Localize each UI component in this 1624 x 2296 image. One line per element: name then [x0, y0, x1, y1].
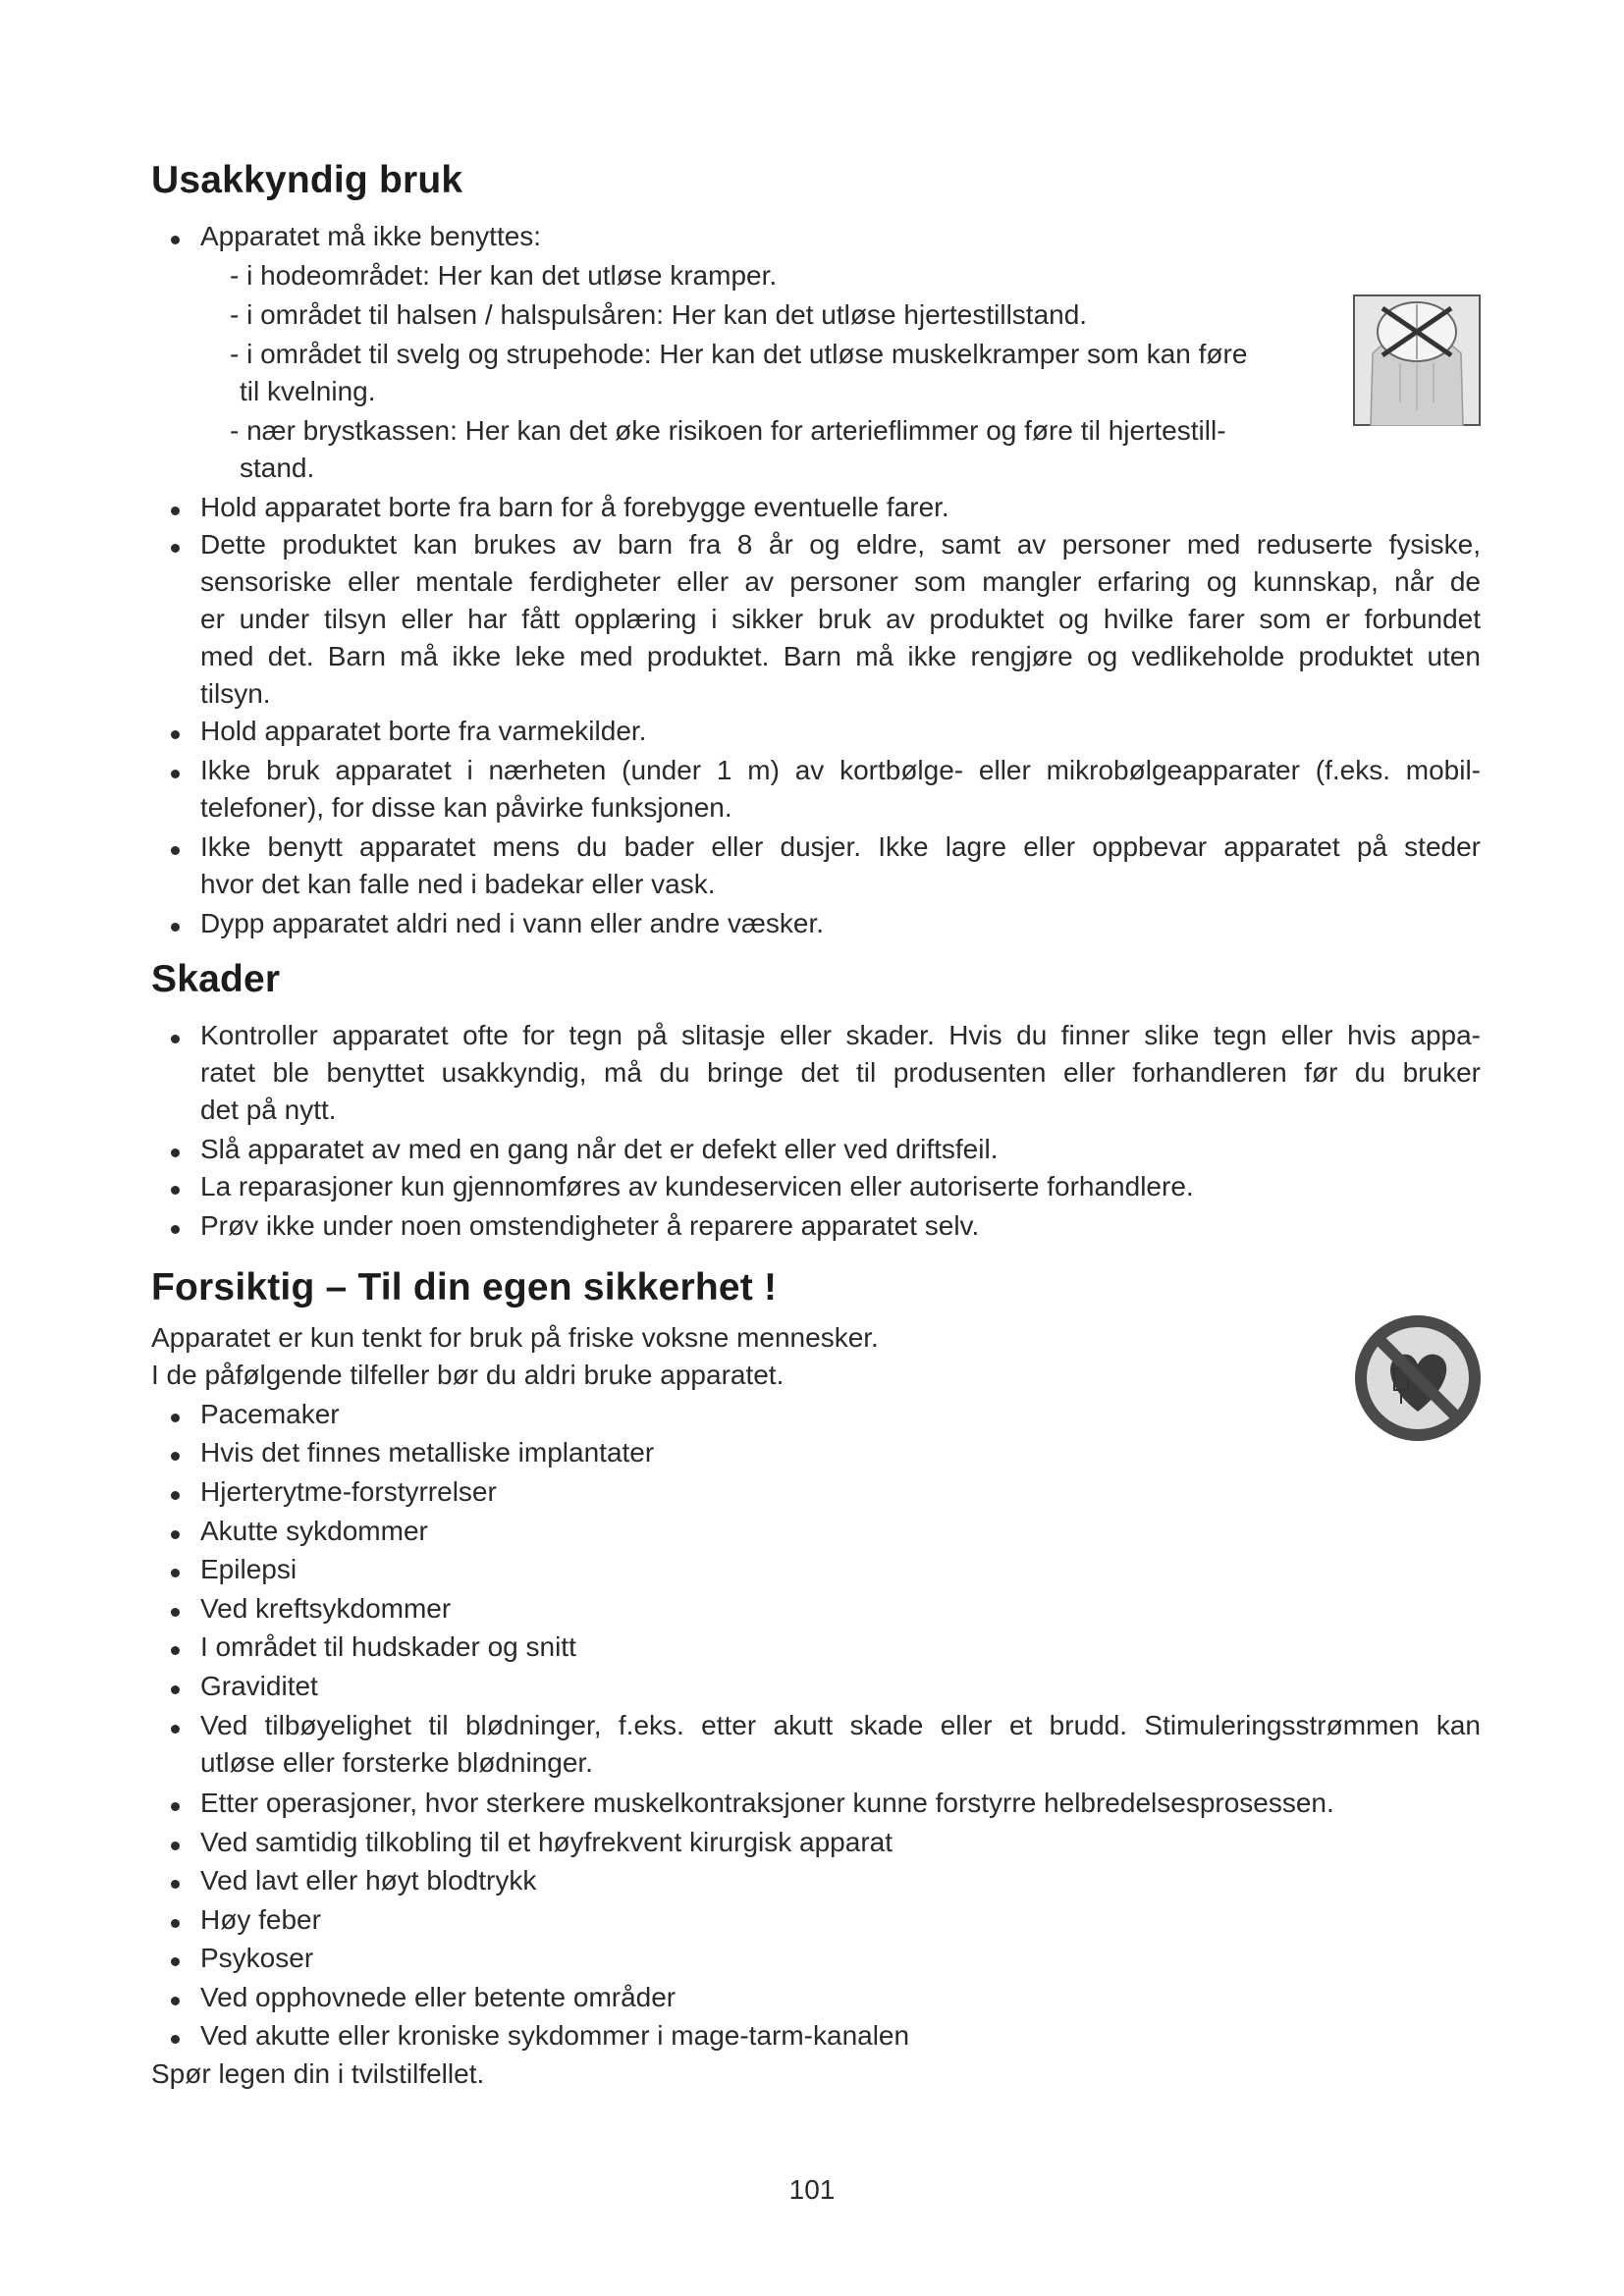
bullet — [171, 1414, 180, 1422]
sub-item-text: - i hodeområdet: Her kan det utløse kramper. — [230, 260, 778, 291]
bullet-text: ratet ble benyttet usakkyndig, må du bringe det til produsenten eller forhandleren før du bruker — [200, 1057, 1481, 1088]
bullet — [171, 544, 180, 553]
bullet — [171, 1608, 180, 1617]
bullet — [171, 1530, 180, 1539]
list-item-text: Ved samtidig tilkobling til et høyfrekvent kirurgisk apparat — [200, 1827, 893, 1857]
list-item-text: Pacemaker — [200, 1399, 340, 1429]
bullet — [171, 770, 180, 778]
bullet-text: Hold apparatet borte fra varmekilder. — [200, 716, 647, 746]
list-item-text: Graviditet — [200, 1671, 318, 1701]
bullet — [171, 1491, 180, 1500]
bullet — [171, 1035, 180, 1043]
bullet-text: Hold apparatet borte fra barn for å forebygge eventuelle farer. — [200, 492, 949, 522]
bullet-text: er under tilsyn eller har fått opplæring i sikker bruk av produktet og hvilke farer som er forbundet — [200, 604, 1481, 634]
bullet-text: Ikke bruk apparatet i nærheten (under 1 m) av kortbølge- eller mikrobølgeapparater (f.eks. mobil- — [200, 755, 1481, 785]
list-item-text: Ved opphovnede eller betente områder — [200, 1982, 677, 2012]
list-item-text: Akutte sykdommer — [200, 1516, 428, 1546]
bullet-text: La reparasjoner kun gjennomføres av kundeservicen eller autoriserte forhandlere. — [200, 1171, 1194, 1201]
bullet-text: telefoner), for disse kan påvirke funksjonen. — [200, 792, 732, 823]
sub-item-text: til kvelning. — [240, 376, 376, 406]
bullet-text: Apparatet må ikke benyttes: — [200, 221, 542, 251]
list-item-text: Ved lavt eller høyt blodtrykk — [200, 1865, 537, 1896]
sub-item-text: - nær brystkassen: Her kan det øke risikoen for arterieflimmer og føre til hjertestill- — [230, 415, 1226, 446]
bullet — [171, 1569, 180, 1577]
intro-text: I de påfølgende tilfeller bør du aldri bruke apparatet. — [151, 1360, 785, 1390]
crossed-out-torso-icon — [1353, 294, 1481, 426]
bullet — [171, 1919, 180, 1928]
list-item-text: Hjerterytme-forstyrrelser — [200, 1476, 497, 1507]
list-item-text: Høy feber — [200, 1904, 321, 1935]
list-item-text: I området til hudskader og snitt — [200, 1631, 576, 1662]
no-pacemaker-icon — [1355, 1315, 1481, 1441]
bullet-text: sensoriske eller mentale ferdigheter eller av personer som mangler erfaring og kunnskap, når de — [200, 566, 1481, 597]
bullet — [171, 1186, 180, 1195]
bullet — [171, 507, 180, 515]
bullet — [171, 1646, 180, 1655]
sub-item-text: - i området til halsen / halspulsåren: Her kan det utløse hjertestillstand. — [230, 299, 1088, 330]
bullet-text: tilsyn. — [200, 678, 271, 709]
list-item-text: utløse eller forsterke blødninger. — [200, 1747, 593, 1778]
bullet — [171, 1725, 180, 1734]
bullet — [171, 923, 180, 932]
list-item-text: Ved tilbøyelighet til blødninger, f.eks. etter akutt skade eller et brudd. Stimuleringsstrømmen kan — [200, 1710, 1481, 1740]
intro-text: Apparatet er kun tenkt for bruk på friske voksne mennesker. — [151, 1322, 879, 1353]
bullet — [171, 1452, 180, 1461]
bullet — [171, 2035, 180, 2044]
list-item-text: Etter operasjoner, hvor sterkere muskelkontraksjoner kunne forstyrre helbredelsesprosessen. — [200, 1788, 1334, 1818]
list-item-text: Hvis det finnes metalliske implantater — [200, 1437, 655, 1468]
list-item-text: Ved kreftsykdommer — [200, 1593, 452, 1624]
outro-text: Spør legen din i tvilstilfellet. — [151, 2058, 485, 2089]
bullet-text: Ikke benytt apparatet mens du bader eller dusjer. Ikke lagre eller oppbevar apparatet på steder — [200, 831, 1481, 862]
sub-item-text: stand. — [240, 453, 315, 483]
bullet — [171, 1880, 180, 1889]
bullet — [171, 1148, 180, 1157]
sub-item-text: - i området til svelg og strupehode: Her kan det utløse muskelkramper som kan føre — [230, 339, 1248, 369]
bullet-text: Slå apparatet av med en gang når det er defekt eller ved driftsfeil. — [200, 1134, 999, 1164]
bullet-text: Kontroller apparatet ofte for tegn på slitasje eller skader. Hvis du finner slike tegn eller hvis appa- — [200, 1020, 1481, 1050]
bullet — [171, 1957, 180, 1966]
bullet-text: det på nytt. — [200, 1095, 337, 1125]
bullet — [171, 1802, 180, 1811]
bullet-text: Prøv ikke under noen omstendigheter å reparere apparatet selv. — [200, 1210, 980, 1241]
bullet-text: Dypp apparatet aldri ned i vann eller andre væsker. — [200, 908, 825, 938]
bullet — [171, 236, 180, 244]
bullet — [171, 730, 180, 739]
heading-improper-use: Usakkyndig bruk — [151, 159, 463, 201]
bullet — [171, 1997, 180, 2005]
bullet-text: hvor det kan falle ned i badekar eller vask. — [200, 869, 716, 899]
list-item-text: Ved akutte eller kroniske sykdommer i mage-tarm-kanalen — [200, 2020, 910, 2051]
list-item-text: Psykoser — [200, 1943, 314, 1973]
list-item-text: Epilepsi — [200, 1554, 298, 1584]
heading-caution: Forsiktig – Til din egen sikkerhet ! — [151, 1266, 778, 1308]
page-number: 101 — [788, 2174, 836, 2205]
bullet-text: Dette produktet kan brukes av barn fra 8 år og eldre, samt av personer med reduserte fysiske, — [200, 529, 1481, 560]
bullet — [171, 1842, 180, 1850]
heading-damage: Skader — [151, 958, 281, 1000]
bullet — [171, 846, 180, 855]
bullet — [171, 1225, 180, 1234]
bullet — [171, 1685, 180, 1694]
bullet-text: med det. Barn må ikke leke med produktet. Barn må ikke rengjøre og vedlikeholde produktet uten — [200, 641, 1481, 671]
